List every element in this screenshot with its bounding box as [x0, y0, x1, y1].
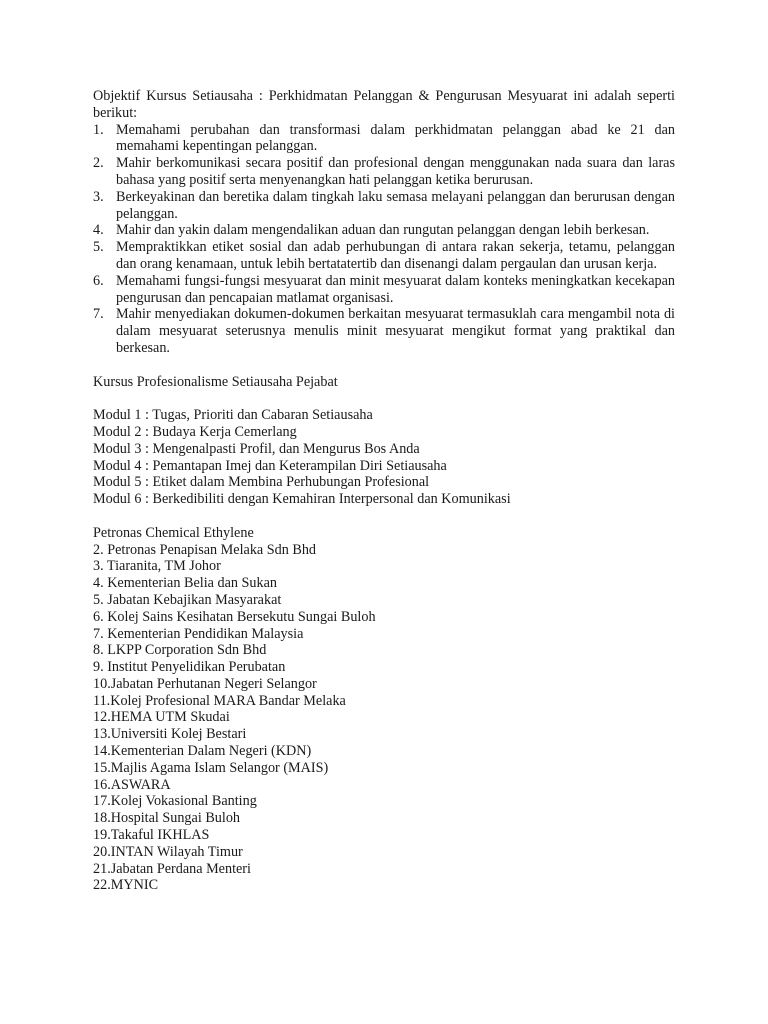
client-item: 12.HEMA UTM Skudai — [93, 709, 230, 726]
client-item: 2. Petronas Penapisan Melaka Sdn Bhd — [93, 541, 317, 558]
client-item: 19.Takaful IKHLAS — [93, 827, 210, 844]
objective-number: 6. — [93, 272, 104, 289]
client-item: 8. LKPP Corporation Sdn Bhd — [93, 642, 267, 659]
module-item: Modul 5 : Etiket dalam Membina Perhubungan Profesional — [93, 474, 430, 491]
objective-number: 7. — [93, 306, 104, 323]
client-item: 4. Kementerian Belia dan Sukan — [93, 575, 277, 592]
client-item: 14.Kementerian Dalam Negeri (KDN) — [93, 743, 312, 760]
objective-item — [93, 222, 675, 239]
objective-number: 2. — [93, 155, 104, 172]
objectives-list — [93, 122, 675, 357]
client-item: 3. Tiaranita, TM Johor — [93, 558, 221, 575]
client-item: 17.Kolej Vokasional Banting — [93, 793, 257, 810]
client-item: 22.MYNIC — [93, 877, 159, 894]
objective-item — [93, 122, 675, 156]
module-item: Modul 4 : Pemantapan Imej dan Keterampilan Diri Setiausaha — [93, 457, 447, 474]
client-item: 13.Universiti Kolej Bestari — [93, 726, 247, 743]
objective-text: Mahir berkomunikasi secara positif dan profesional dengan menggunakan nada suara dan laras bahasa yang positif serta menyenangkan hati pelanggan ketika berurusan. — [116, 155, 675, 188]
client-item: 16.ASWARA — [93, 776, 171, 793]
objective-text: Mahir dan yakin dalam mengendalikan aduan dan rungutan pelanggan dengan lebih berkesan. — [116, 222, 650, 239]
client-item: 5. Jabatan Kebajikan Masyarakat — [93, 591, 282, 608]
document-page — [93, 88, 675, 894]
spacer — [93, 390, 675, 407]
client-item: 9. Institut Penyelidikan Perubatan — [93, 659, 286, 676]
module-item: Modul 2 : Budaya Kerja Cemerlang — [93, 423, 297, 440]
objective-number: 4. — [93, 222, 104, 239]
intro-paragraph: Objektif Kursus Setiausaha : Perkhidmatan Pelanggan & Pengurusan Mesyuarat ini adalah seperti berikut: — [93, 88, 675, 121]
module-item: Modul 1 : Tugas, Prioriti dan Cabaran Setiausaha — [93, 407, 373, 424]
objective-text: Mahir menyediakan dokumen-dokumen berkaitan mesyuarat termasuklah cara mengambil nota di dalam mesyuarat seterusnya menulis minit mesyuarat mengikut format yang praktikal dan berkesan. — [116, 306, 675, 356]
objective-number: 1. — [93, 121, 104, 138]
client-item: 21.Jabatan Perdana Menteri — [93, 860, 251, 877]
objective-item — [93, 239, 675, 273]
client-item: 11.Kolej Profesional MARA Bandar Melaka — [93, 692, 346, 709]
objective-item — [93, 273, 675, 307]
client-item: 15.Majlis Agama Islam Selangor (MAIS) — [93, 759, 329, 776]
client-item: 20.INTAN Wilayah Timur — [93, 843, 243, 860]
modules-list — [93, 407, 675, 508]
module-item: Modul 3 : Mengenalpasti Profil, dan Mengurus Bos Anda — [93, 440, 420, 457]
objective-number: 3. — [93, 188, 104, 205]
client-item: 7. Kementerian Pendidikan Malaysia — [93, 625, 304, 642]
objective-item — [93, 306, 675, 356]
spacer — [93, 357, 675, 374]
objective-text: Memahami fungsi-fungsi mesyuarat dan minit mesyuarat dalam konteks meningkatkan kecekapan pengurusan dan pencapaian matlamat organisasi. — [116, 272, 675, 306]
objective-text: Berkeyakinan dan beretika dalam tingkah laku semasa melayani pelanggan dan berurusan dengan pelanggan. — [116, 188, 675, 222]
client-item: 18.Hospital Sungai Buloh — [93, 810, 241, 827]
course-title: Kursus Profesionalisme Setiausaha Pejabat — [93, 373, 338, 390]
spacer — [93, 508, 675, 525]
objective-text: Mempraktikkan etiket sosial dan adab perhubungan di antara rakan sekerja, tetamu, pelanggan dan orang kenamaan, untuk lebih bertatatertib dan disenangi dalam pergaulan dan urusan kerja. — [116, 239, 675, 272]
module-item: Modul 6 : Berkedibiliti dengan Kemahiran Interpersonal dan Komunikasi — [93, 491, 511, 508]
client-item: 10.Jabatan Perhutanan Negeri Selangor — [93, 675, 317, 692]
clients-list — [93, 525, 675, 895]
objective-number: 5. — [93, 239, 104, 256]
client-item: 6. Kolej Sains Kesihatan Bersekutu Sungai Buloh — [93, 608, 376, 625]
objective-item — [93, 189, 675, 223]
client-item: Petronas Chemical Ethylene — [93, 524, 254, 541]
objective-item — [93, 155, 675, 189]
objective-text: Memahami perubahan dan transformasi dalam perkhidmatan pelanggan abad ke 21 dan memahami kepentingan pelanggan. — [116, 121, 675, 155]
